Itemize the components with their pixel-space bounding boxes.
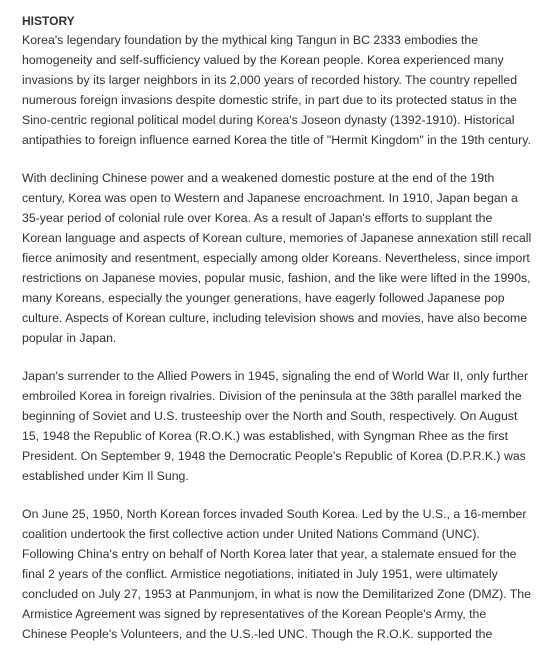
history-article <box>22 12 532 644</box>
paragraph-3: Japan's surrender to the Allied Powers in 1945, signaling the end of World War II, only further embroiled Korea in foreign rivalries. Division of the peninsula at the 38th parallel marked the beginning of Soviet and U.S. trusteeship over the North and South, respectively. On August 15, 1948 the Republic of Korea (R.O.K.) was established, with Syngman Rhee as the first President. On September 9, 1948 the Democratic People's Republic of Korea (D.P.R.K.) was established under Kim Il Sung. <box>22 369 529 483</box>
paragraph-2: With declining Chinese power and a weakened domestic posture at the end of the 19th century, Korea was open to Western and Japanese encroachment. In 1910, Japan began a 35-year period of colonial rule over Korea. As a result of Japan's efforts to supplant the Korean language and aspects of Korean culture, memories of Japanese annexation still recall fierce animosity and resentment, especially among older Koreans. Nevertheless, since import restrictions on Japanese movies, popular music, fashion, and the like were lifted in the 1990s, many Koreans, especially the younger generations, have eagerly followed Japanese pop culture. Aspects of Korean culture, including television shows and movies, have also become popular in Japan. <box>22 171 532 345</box>
paragraph-4: On June 25, 1950, North Korean forces invaded South Korea. Led by the U.S., a 16-member coalition undertook the first collective action under United Nations Command (UNC). Following China's entry on behalf of North Korea later that year, a stalemate ensued for the final 2 years of the conflict. Armistice negotiations, initiated in July 1951, were ultimately concluded on July 27, 1953 at Panmunjom, in what is now the Demilitarized Zone (DMZ). The Armistice Agreement was signed by representatives of the Korean People's Army, the Chinese People's Volunteers, and the U.S.-led UNC. Though the R.O.K. supported the <box>22 507 531 641</box>
section-heading: HISTORY <box>22 14 75 28</box>
paragraph-1: Korea's legendary foundation by the mythical king Tangun in BC 2333 embodies the homogeneity and self-sufficiency valued by the Korean people. Korea experienced many invasions by its larger neighbors in its 2,000 years of recorded history. The country repelled numerous foreign invasions despite domestic strife, in part due to its protected status in the Sino-centric regional political model during Korea's Joseon dynasty (1392-1910). Historical antipathies to foreign influence earned Korea the title of "Hermit Kingdom" in the 19th century. <box>22 33 531 147</box>
